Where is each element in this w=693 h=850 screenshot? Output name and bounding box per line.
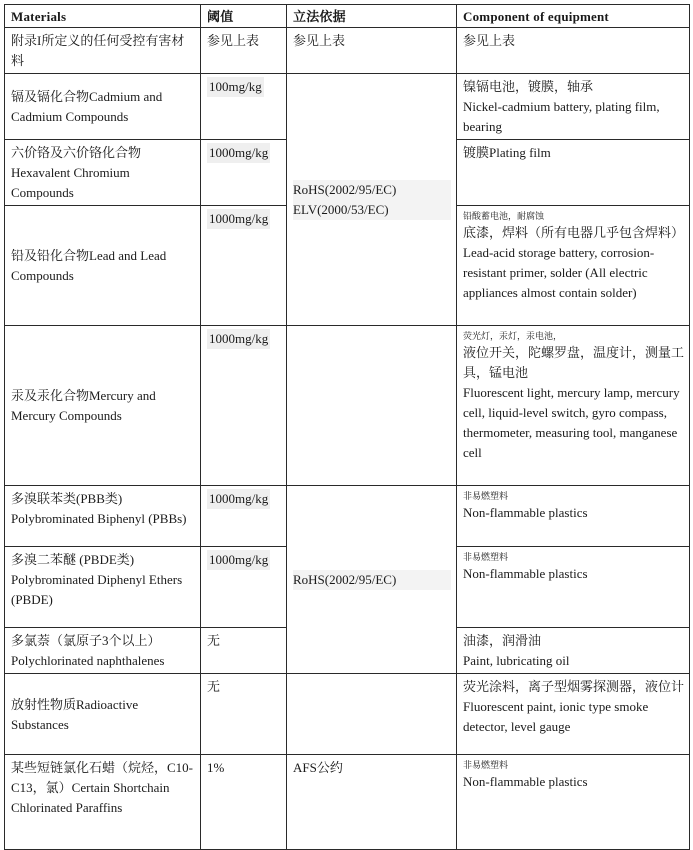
limit-cell — [201, 547, 287, 628]
limit-cell — [201, 326, 287, 486]
table-row — [5, 326, 690, 486]
material-cell: 汞及汞化合物Mercury and Mercury Compounds — [5, 326, 201, 486]
table-row — [5, 674, 690, 755]
header-legislation: 立法依据 — [287, 5, 457, 28]
component-cell — [457, 74, 690, 140]
component-cell — [457, 628, 690, 674]
material-cell: 六价铬及六价铬化合物 Hexavalent Chromium Compounds — [5, 140, 201, 206]
material-cell: 镉及镉化合物Cadmium and Cadmium Compounds — [5, 74, 201, 140]
component-cell — [457, 674, 690, 755]
component-en: Non-flammable plastics — [463, 505, 588, 520]
material-cell: 某些短链氯化石蜡（烷烃，C10-C13，氯）Certain Shortchain Chlorinated Paraffins — [5, 755, 201, 850]
limit-value: 100mg/kg — [207, 77, 264, 97]
table-row — [5, 755, 690, 850]
component-en: Fluorescent paint, ionic type smoke detector, level gauge — [463, 699, 649, 734]
component-cell — [457, 755, 690, 850]
limit-value: 1000mg/kg — [207, 329, 270, 349]
component-small: 非易燃塑料 — [463, 491, 509, 501]
limit-cell: 无 — [201, 628, 287, 674]
material-cell: 多氯萘（氯原子3个以上）Polychlorinated naphthalenes — [5, 628, 201, 674]
law-cell-group-1 — [287, 74, 457, 326]
component-zh: 镍镉电池，镀膜，轴承 — [463, 79, 594, 94]
table-row — [5, 486, 690, 547]
component-en: Paint, lubricating oil — [463, 653, 570, 668]
component-cell: 镀膜Plating film — [457, 140, 690, 206]
component-cell — [457, 206, 690, 326]
law-cell: AFS公约 — [287, 755, 457, 850]
law-rohs: RoHS(2002/95/EC) — [293, 570, 451, 590]
component-cell: 参见上表 — [457, 28, 690, 74]
limit-cell — [201, 486, 287, 547]
component-small: 非易燃塑料 — [463, 760, 509, 770]
table-row — [5, 28, 690, 74]
component-en: Fluorescent light, mercury lamp, mercury cell, liquid-level switch, gyro compass, thermometer, measuring tool, manganese cell — [463, 385, 680, 460]
component-small: 荧光灯，汞灯，汞电池， — [463, 331, 563, 341]
component-small: 铅酸蓄电池，耐腐蚀 — [463, 211, 545, 221]
component-cell — [457, 326, 690, 486]
limit-cell — [201, 206, 287, 326]
law-rohs: RoHS(2002/95/EC) — [293, 180, 451, 200]
component-small: 非易燃塑料 — [463, 552, 509, 562]
hazardous-materials-table — [4, 4, 690, 850]
limit-cell: 1% — [201, 755, 287, 850]
law-cell-empty — [287, 674, 457, 755]
limit-value: 1000mg/kg — [207, 209, 270, 229]
header-component: Component of equipment — [457, 5, 690, 28]
component-zh: 荧光涂料，离子型烟雾探测器，液位计 — [463, 679, 685, 694]
component-zh: 液位开关，陀螺罗盘，温度计，测量工具，锰电池 — [463, 345, 685, 380]
material-cell: 铅及铅化合物Lead and Lead Compounds — [5, 206, 201, 326]
law-cell-group-2 — [287, 486, 457, 674]
law-elv: ELV(2000/53/EC) — [293, 200, 451, 220]
law-cell-empty — [287, 326, 457, 486]
component-cell — [457, 486, 690, 547]
header-materials: Materials — [5, 5, 201, 28]
header-limit: 阈值 — [201, 5, 287, 28]
component-en: Non-flammable plastics — [463, 774, 588, 789]
limit-cell: 参见上表 — [201, 28, 287, 74]
material-cell: 多溴联苯类(PBB类) Polybrominated Biphenyl (PBBs) — [5, 486, 201, 547]
material-cell: 附录I所定义的任何受控有害材料 — [5, 28, 201, 74]
limit-cell: 无 — [201, 674, 287, 755]
limit-cell — [201, 140, 287, 206]
component-en: Nickel-cadmium battery, plating film, bearing — [463, 99, 660, 134]
limit-cell — [201, 74, 287, 140]
component-zh: 底漆，焊料（所有电器几乎包含焊料） — [463, 225, 685, 240]
component-en: Lead-acid storage battery, corrosion-resistant primer, solder (All electric appliances almost contain solder) — [463, 245, 655, 300]
table-row — [5, 74, 690, 140]
component-cell — [457, 547, 690, 628]
limit-value: 1000mg/kg — [207, 550, 270, 570]
limit-value: 1000mg/kg — [207, 489, 270, 509]
material-cell: 放射性物质Radioactive Substances — [5, 674, 201, 755]
component-en: Non-flammable plastics — [463, 566, 588, 581]
table-header-row — [5, 5, 690, 28]
component-zh: 油漆，润滑油 — [463, 633, 542, 648]
material-cell: 多溴二苯醚 (PBDE类) Polybrominated Diphenyl Ethers (PBDE) — [5, 547, 201, 628]
limit-value: 1000mg/kg — [207, 143, 270, 163]
law-cell: 参见上表 — [287, 28, 457, 74]
